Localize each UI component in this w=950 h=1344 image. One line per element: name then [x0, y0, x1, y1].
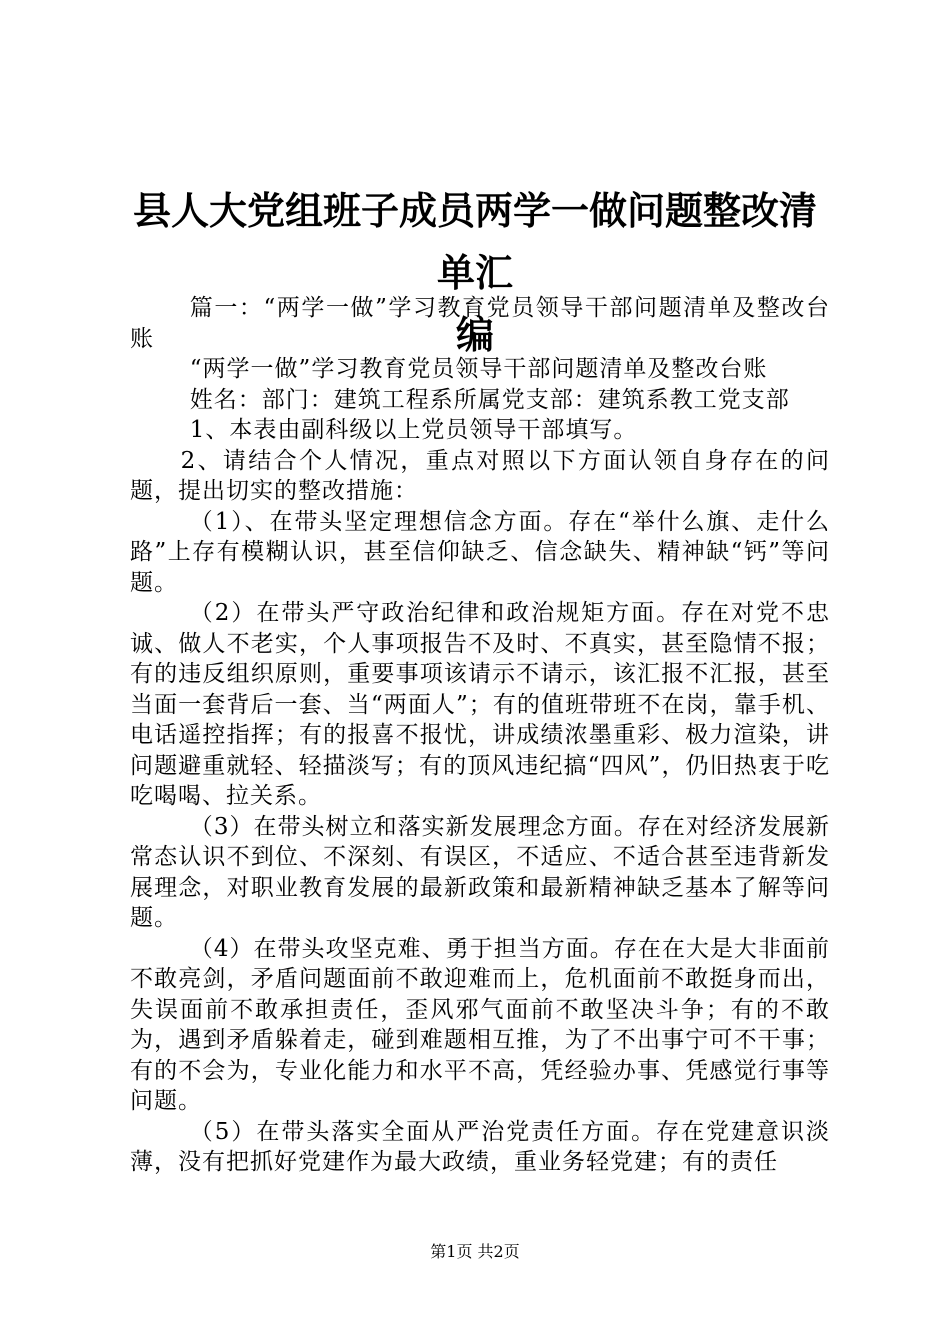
- paragraph-item-4: （4）在带头攻坚克难、勇于担当方面。存在在大是大非面前不敢亮剑，矛盾问题面前不敢迎难而上，危机面前不敢挺身而出，失误面前不敢承担责任，歪风邪气面前不敢坚决斗争；有的不敢为，遇到矛盾躲着走，碰到难题相互推，为了不出事宁可不干事；有的不会为，专业化能力和水平不高，凭经验办事、凭感觉行事等问题。: [130, 935, 830, 1114]
- document-body: [130, 293, 830, 1178]
- paragraph-note-2: 2、请结合个人情况，重点对照以下方面认领自身存在的问题，提出切实的整改措施：: [130, 447, 830, 504]
- page-footer: 第1页 共2页: [430, 1242, 520, 1261]
- paragraph-note-1: 1、本表由副科级以上党员领导干部填写。: [189, 417, 638, 443]
- paragraph-item-5: （5）在带头落实全面从严治党责任方面。存在党建意识淡薄，没有把抓好党建作为最大政绩，重业务轻党建；有的责任: [130, 1118, 830, 1175]
- paragraph-section-heading: 篇一：“两学一做”学习教育党员领导干部问题清单及整改台账: [130, 295, 830, 352]
- paragraph-table-title: “两学一做”学习教育党员领导干部问题清单及整改台账: [189, 356, 768, 382]
- paragraph-item-3: （3）在带头树立和落实新发展理念方面。存在对经济发展新常态认识不到位、不深刻、有误区，不适应、不适合甚至违背新发展理念，对职业教育发展的最新政策和最新精神缺乏基本了解等问题。: [130, 813, 830, 931]
- paragraph-item-2: （2）在带头严守政治纪律和政治规矩方面。存在对党不忠诚、做人不老实，个人事项报告不及时、不真实，甚至隐情不报；有的违反组织原则，重要事项该请示不请示，该汇报不汇报，甚至当面一套背后一套、当“两面人”；有的值班带班不在岗，靠手机、电话遥控指挥；有的报喜不报忧，讲成绩浓墨重彩、极力渲染，讲问题避重就轻、轻描淡写；有的顶风违纪搞“四风”，仍旧热衷于吃吃喝喝、拉关系。: [130, 600, 830, 809]
- title-line-2: 编: [455, 312, 494, 357]
- paragraph-name-dept: 姓名：部门：建筑工程系所属党支部：建筑系教工党支部: [189, 386, 790, 413]
- title-line-1: 县人大党组班子成员两学一做问题整改清单汇: [132, 188, 817, 295]
- paragraph-item-1: （1）、在带头坚定理想信念方面。存在“举什么旗、走什么路”上存有模糊认识，甚至信仰缺乏、信念缺失、精神缺“钙”等问题。: [130, 508, 830, 596]
